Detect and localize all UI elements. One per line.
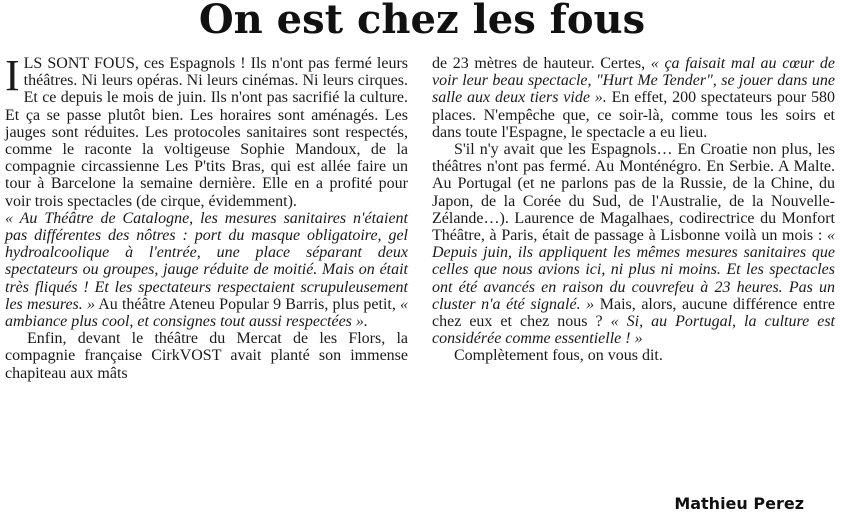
paragraph-intro-text: LS SONT FOUS, ces Espagnols ! Ils n'ont pas fermé leurs théâtres. Ni leurs opéras. Ni leurs cinémas. Ni leurs cirques. Et ce depuis le mois de juin. Ils n'ont pas sacrifié la culture. Et ça se passe plutôt bien. Les horaires sont aménagés. Les jauges sont réduites. Les protocoles sanitaires sont respectés, comme le raconte la voltigeuse Sophie Mandoux, de la compagnie circassienne Les P'tits Bras, qui est allée faire un tour à Barcelone la semaine dernière. Elle en a profité pour voir trois spectacles (de cirque, évidemment). xyxy=(5,55,408,210)
paragraph-conclusion: Complètement fous, on vous dit. xyxy=(454,347,663,365)
quote-ateneu: « ambiance plus cool, et consignes tout aussi respectées ». xyxy=(5,295,409,331)
drop-cap: I xyxy=(5,51,20,100)
quote-portugal: « Si, au Portugal, la culture est considérée comme essentielle ! » xyxy=(432,313,836,348)
paragraph-cirkvost-text: de 23 mètres de hauteur. Certes, xyxy=(432,55,651,72)
paragraph-other-countries-text: S'il n'y avait que les Espagnols… En Croatie non plus, les théâtres n'ont pas fermé. Au Monténégro. En Serbie. A Malte. Au Portugal (et ne parlons pas de la Russie, de la Chine, du Japon, de la Corée du Sud, de l'Australie, de la Nouvelle-Zélande…). Laurence de Magalhaes, codirectrice du Monfort Théâtre, à Paris, était de passage à Lisbonne voilà un mois : xyxy=(432,141,835,245)
paragraph-cirkvost xyxy=(432,55,835,141)
headline: On est chez les fous xyxy=(198,0,646,43)
paragraph-intro xyxy=(5,51,408,210)
paragraph-cirkvost-text-end: En effet, 200 spectateurs pour 580 places. N'empêche que, ce soir-là, comme tous les soirs et dans toute l'Espagne, le spectacle a eu lieu. xyxy=(432,89,835,141)
article-column-right xyxy=(432,55,835,365)
byline-author: Mathieu Perez xyxy=(674,494,804,513)
paragraph-ateneu-text: Au théâtre Ateneu Popular 9 Barris, plus petit, xyxy=(94,295,401,313)
quote-hurt-me-tender: « ça faisait mal au cœur de voir leur beau spectacle, "Hurt Me Tender", se jouer dans une salle aux deux tiers vide ». xyxy=(432,55,835,107)
article-column-left xyxy=(5,51,409,382)
quote-catalogne: « Au Théâtre de Catalogne, les mesures sanitaires n'étaient pas différentes des nôtres : port du masque obligatoire, gel hydroalcoolique à l'entrée, une place séparant deux spectateurs ou groupes, jauge réduite de moitié. Mais on était très fliqués ! Et les spectateurs respectaient scrupuleusement les mesures. » xyxy=(5,209,408,313)
paragraph-question-text: Mais, alors, aucune différence entre chez eux et chez nous ? xyxy=(432,295,835,331)
paragraph-mercat: Enfin, devant le théâtre du Mercat de les Flors, la compagnie française CirkVOST avait planté son immense chapiteau aux mâts xyxy=(5,330,408,382)
paragraph-quote-barcelona xyxy=(5,210,408,330)
quote-lisbonne: « Depuis juin, ils appliquent les mêmes mesures sanitaires que celles que nous avions ici, ni plus ni moins. Et les spectacles ont été avancés en raison du couvrefeu à 23 heures. Pas un cluster n'a été signalé. » xyxy=(432,227,835,313)
paragraph-other-countries xyxy=(432,141,835,347)
